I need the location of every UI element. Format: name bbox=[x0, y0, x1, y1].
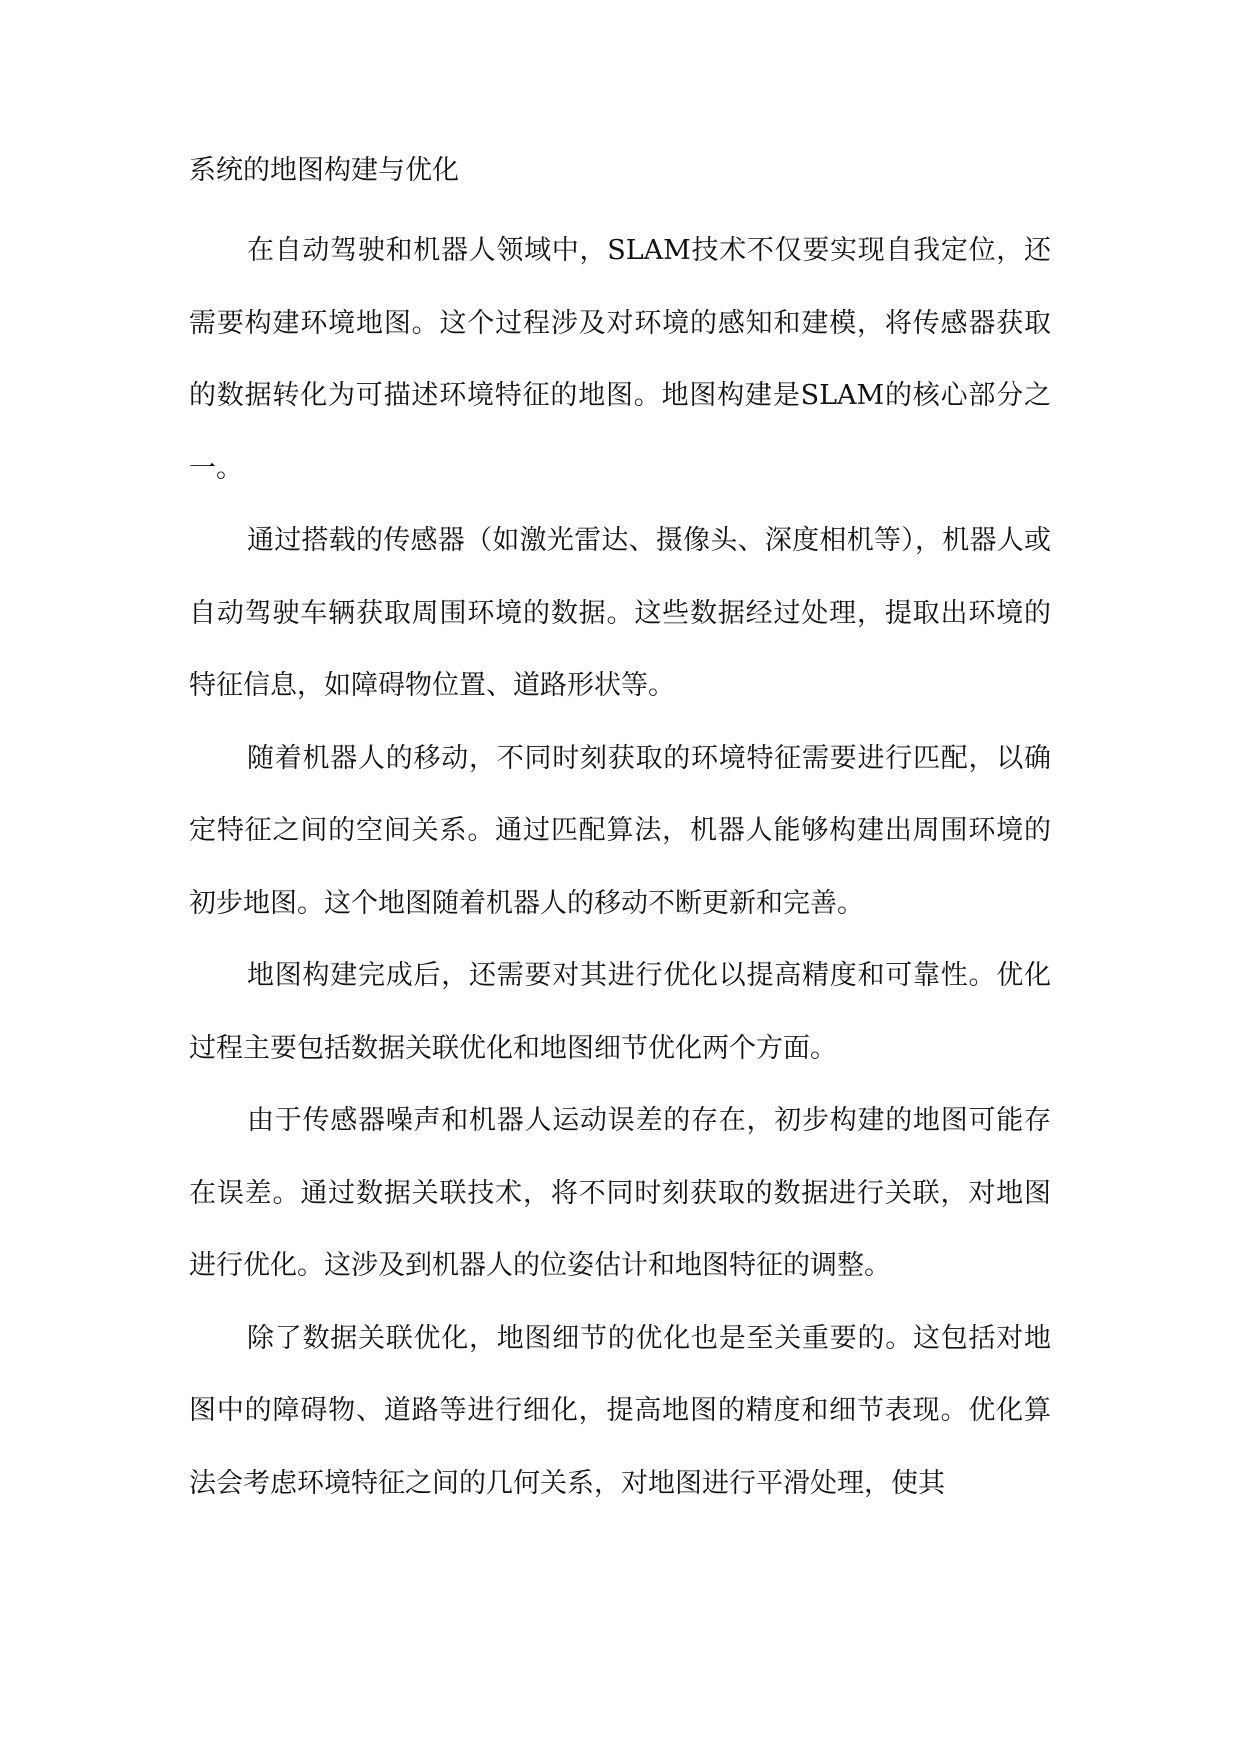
section-heading: 系统的地图构建与优化 bbox=[189, 155, 459, 186]
document-body bbox=[189, 142, 1051, 1520]
paragraph: 除了数据关联优化，地图细节的优化也是至关重要的。这包括对地图中的障碍物、道路等进行细化，提高地图的精度和细节表现。优化算法会考虑环境特征之间的几何关系，对地图进行平滑处理，使其 bbox=[189, 1322, 1051, 1499]
paragraph: 由于传感器噪声和机器人运动误差的存在，初步构建的地图可能存在误差。通过数据关联技术，将不同时刻获取的数据进行关联，对地图进行优化。这涉及到机器人的位姿估计和地图特征的调整。 bbox=[189, 1105, 1051, 1281]
paragraph: 随着机器人的移动，不同时刻获取的环境特征需要进行匹配，以确定特征之间的空间关系。通过匹配算法，机器人能够构建出周围环境的初步地图。这个地图随着机器人的移动不断更新和完善。 bbox=[189, 742, 1051, 919]
paragraph: 在自动驾驶和机器人领域中，SLAM技术不仅要实现自我定位，还需要构建环境地图。这个过程涉及对环境的感知和建模，将传感器获取的数据转化为可描述环境特征的地图。地图构建是SLAM的核心部分之一。 bbox=[189, 235, 1051, 484]
paragraph: 通过搭载的传感器（如激光雷达、摄像头、深度相机等），机器人或自动驾驶车辆获取周围环境的数据。这些数据经过处理，提取出环境的特征信息，如障碍物位置、道路形状等。 bbox=[189, 525, 1051, 701]
paragraph: 地图构建完成后，还需要对其进行优化以提高精度和可靠性。优化过程主要包括数据关联优化和地图细节优化两个方面。 bbox=[189, 960, 1051, 1064]
